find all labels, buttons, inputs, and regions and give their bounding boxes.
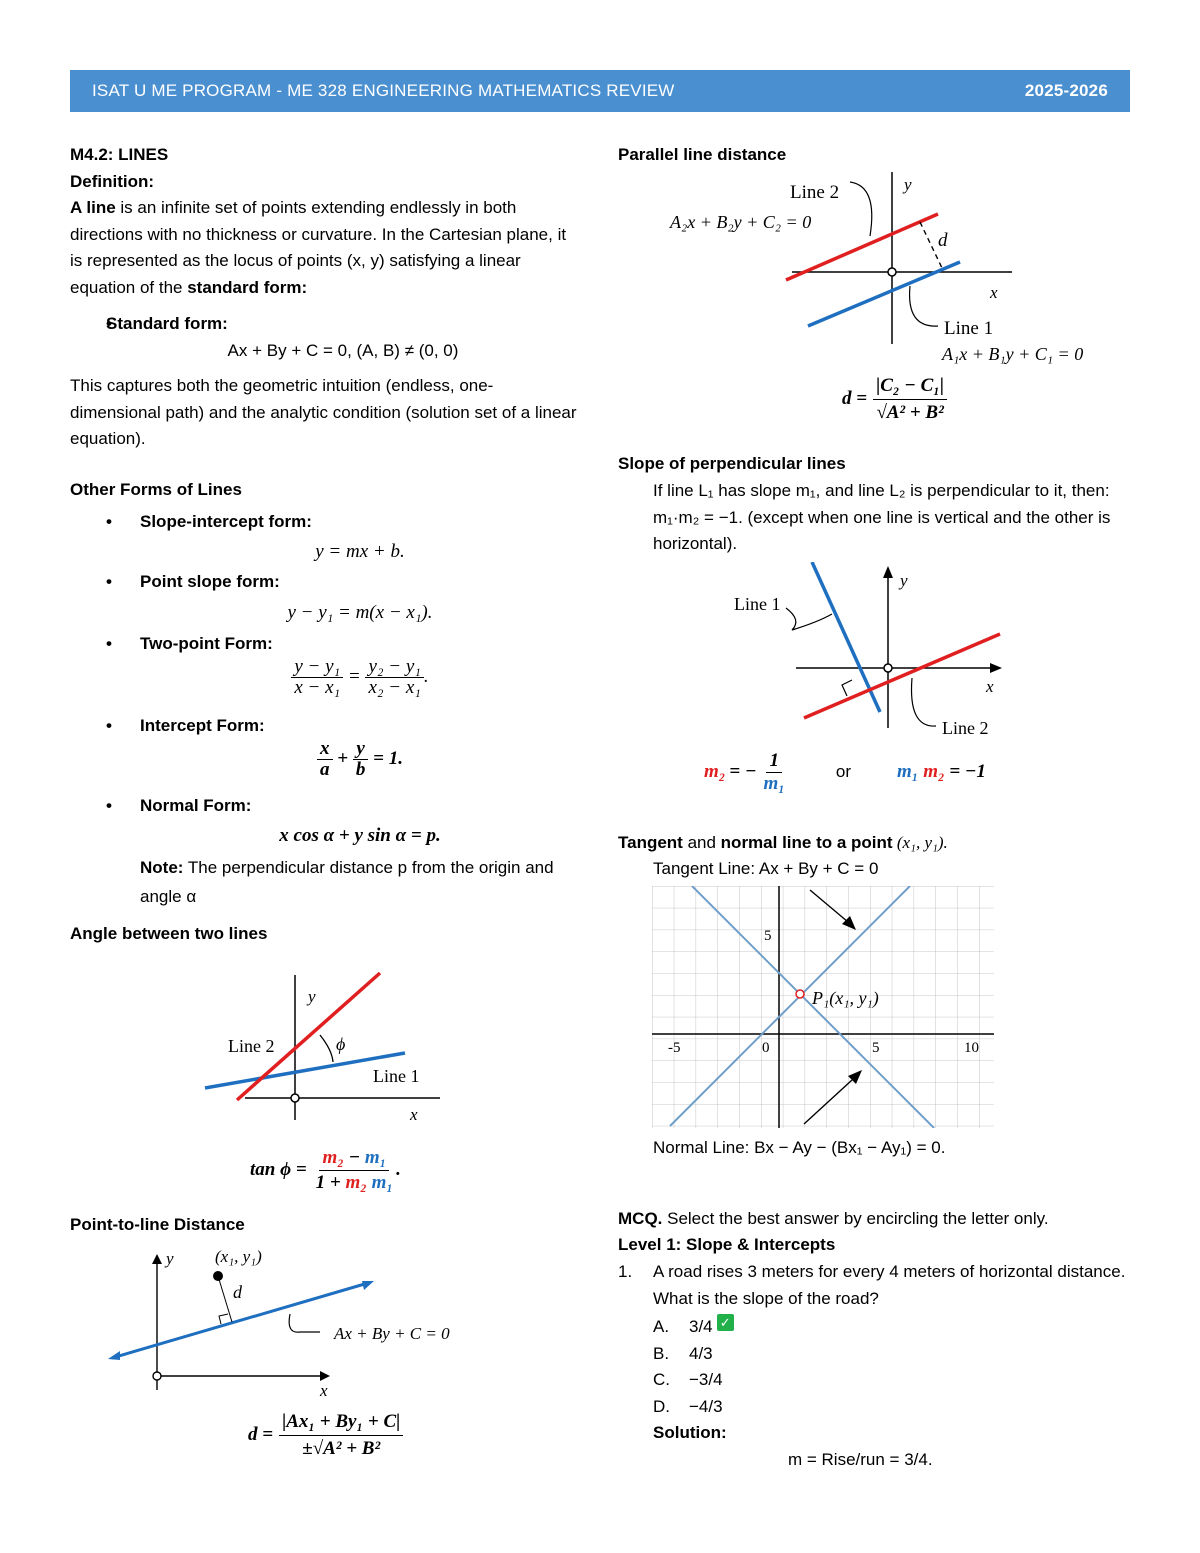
normal-label: Normal Form: — [140, 796, 252, 815]
par-line2-label: Line 2 — [790, 182, 840, 203]
perp-y-label: y — [900, 571, 908, 590]
section-title: M4.2: LINES — [70, 145, 169, 164]
perp-y-arrow — [883, 566, 893, 578]
par-origin — [888, 268, 896, 276]
par-d-label: d — [938, 230, 948, 251]
standard-eq: Ax + By + C = 0, (A, B) ≠ (0, 0) — [227, 341, 459, 360]
tan-m1: m₁ — [364, 1146, 387, 1168]
point-slope-item — [70, 569, 580, 595]
point-slope-eq: y − y₁ = m(x − x₁). — [287, 602, 433, 623]
tan-den-one: 1 + — [315, 1171, 346, 1193]
two-point-item — [70, 631, 580, 657]
option-c[interactable] — [653, 1367, 953, 1394]
pl-line-arrow-right — [362, 1281, 374, 1290]
definition-std: standard form: — [187, 277, 308, 297]
point-line-figure — [100, 1240, 490, 1402]
par-eq2-label: A₂x + B₂y + C₂ = 0 — [670, 212, 812, 232]
pl-point-label: (x₁, y₁) — [215, 1247, 262, 1266]
slope-intercept-item — [70, 509, 580, 535]
par-eq1-label: A₁x + B₁y + C₁ = 0 — [942, 344, 1084, 364]
tangent-heading-tail: (x₁, y₁). — [892, 833, 948, 852]
option-b[interactable] — [653, 1341, 953, 1368]
par-num: |C₂ − C₁| — [873, 373, 947, 400]
normal-eq: x cos α + y sin α = p. — [279, 825, 441, 846]
slope-intercept-label: Slope-intercept form: — [140, 512, 312, 531]
perp-num: 1 — [766, 750, 782, 773]
point-line-heading: Point-to-line Distance — [70, 1215, 245, 1234]
pl-d-label: d — [233, 1282, 242, 1302]
level-heading: Level 1: Slope & Intercepts — [618, 1235, 836, 1254]
q1-number: 1. — [618, 1262, 633, 1281]
pl-lhs: d = — [248, 1424, 274, 1445]
par-leader1 — [910, 286, 938, 326]
definition-term: A line — [70, 198, 116, 217]
option-a[interactable] — [653, 1314, 953, 1341]
pl-formula — [248, 1404, 508, 1466]
intercept-label: Intercept Form: — [140, 716, 265, 735]
definition-paragraph — [70, 195, 580, 301]
perp-x-label: x — [986, 677, 994, 696]
point-slope-label: Point slope form: — [140, 572, 280, 591]
perp-m2: m₂ — [704, 761, 726, 782]
definition-heading: Definition: — [70, 171, 155, 191]
q1-options — [653, 1314, 953, 1420]
normal-note — [140, 853, 580, 911]
pl-leader — [289, 1314, 320, 1332]
page-header — [70, 70, 1130, 112]
perp-m1-b: m₁ — [897, 761, 919, 782]
angle-fig-y-label: y — [308, 987, 316, 1006]
perp-right-angle — [842, 680, 852, 696]
pl-eq-label: Ax + By + C = 0 — [334, 1324, 450, 1343]
standard-form-item — [70, 311, 580, 337]
two-point-den2: x₂ − x₁ — [368, 677, 421, 698]
pl-y-arrow — [152, 1254, 162, 1264]
par-line1-label: Line 1 — [944, 318, 994, 339]
mcq-instruction — [618, 1206, 1049, 1233]
grid-ytick-5: 5 — [764, 928, 772, 944]
par-leader2 — [850, 182, 872, 236]
check-icon: ✓ — [717, 1314, 734, 1331]
perp-den: m₁ — [763, 772, 785, 794]
other-forms-heading: Other Forms of Lines — [70, 479, 242, 499]
solution-text: m = Rise/run = 3/4. — [788, 1450, 933, 1469]
option-c-letter: C. — [653, 1370, 670, 1389]
tangent-heading — [618, 830, 948, 857]
tan-lhs: tan ϕ = — [250, 1159, 307, 1180]
note-text: The perpendicular distance p from the origin and angle α — [140, 858, 554, 906]
two-point-label: Two-point Form: — [140, 634, 273, 653]
grid-tick-m5: -5 — [668, 1040, 681, 1056]
perp-line2 — [804, 634, 1000, 718]
perp-line1-label: Line 1 — [734, 594, 781, 614]
intercept-item — [70, 713, 580, 739]
pl-origin — [153, 1372, 161, 1380]
tangent-heading-b2: normal line to a point — [720, 833, 893, 852]
option-d-text: −4/3 — [689, 1396, 723, 1416]
perp-or: or — [835, 762, 852, 781]
par-den: √A² + B² — [876, 401, 944, 423]
perp-line2-label: Line 2 — [942, 718, 989, 738]
perp-m2-b: m₂ — [923, 761, 945, 782]
perp-x-arrow — [990, 663, 1002, 673]
option-d[interactable] — [653, 1394, 953, 1421]
intercept-eq-tail: = 1. — [373, 747, 403, 769]
pl-num: |Ax₁ + By₁ + C| — [279, 1409, 403, 1436]
option-c-text: −3/4 — [689, 1370, 723, 1389]
grid-point-label: P₁(x₁, y₁) — [812, 988, 879, 1008]
grid-point — [796, 990, 804, 998]
two-point-den1: x − x₁ — [294, 677, 341, 698]
normal-form-item — [70, 793, 580, 819]
grid-tick-10: 10 — [964, 1040, 979, 1056]
mcq-text: Select the best answer by encircling the letter only. — [662, 1209, 1049, 1228]
two-point-eq: $\frac{\text{y − y₁}}{\text{x − x₁}}$ = $\frac{\text{y₂ − y₁}}{\text{x₂ − x₁}}$ . — [140, 657, 580, 713]
angle-figure — [200, 970, 450, 1130]
par-y-label: y — [904, 175, 912, 194]
solution-label: Solution: — [653, 1423, 727, 1442]
angle-fig-arc — [320, 1035, 333, 1062]
left-column — [70, 142, 580, 948]
two-point-num1: y − y₁ — [291, 657, 343, 678]
tangent-heading-b1: Tangent — [618, 833, 683, 852]
pl-den: ±√A² + B² — [302, 1437, 381, 1459]
perp-origin — [884, 664, 892, 672]
normal-line: Normal Line: Bx − Ay − (Bx₁ − Ay₁) = 0. — [653, 1138, 946, 1157]
option-a-letter: A. — [653, 1317, 670, 1336]
intercept-eq: $\frac{x}{a}$ + $\frac{y}{b}$ = 1. — [140, 739, 580, 793]
standard-label: Standard form: — [106, 314, 228, 333]
captures-text: This captures both the geometric intuition (endless, one-dimensional path) and the analytic condition (solution set of a linear equation). — [70, 376, 577, 448]
pl-x-arrow — [320, 1371, 330, 1381]
definition-text: is an infinite set of points extending endlessly in both directions with no thickness or curvature. In the Cartesian plane, it is represented as the locus of points (x, y) satisfying a linear equation of the — [70, 198, 567, 297]
mcq-label: MCQ. — [618, 1209, 663, 1228]
tan-formula: tan ϕ = $\frac{\text{m₂ − m₁}}{\text{1 + m₂ m₁}}$ . — [250, 1146, 401, 1193]
angle-fig-phi: ϕ — [336, 1034, 346, 1054]
angle-heading: Angle between two lines — [70, 924, 268, 943]
q1-text: A road rises 3 meters for every 4 meters of horizontal distance. What is the slope of the road? — [653, 1262, 1126, 1308]
header-title: ISAT U ME PROGRAM - ME 328 ENGINEERING MATHEMATICS REVIEW — [92, 81, 675, 100]
pl-y-label: y — [166, 1249, 174, 1268]
grid-tick-0: 0 — [762, 1040, 770, 1056]
note-label: Note: — [140, 858, 184, 877]
angle-fig-x-label: x — [410, 1105, 418, 1124]
angle-fig-line1-label: Line 1 — [373, 1066, 420, 1086]
perp-eq: = − — [729, 761, 757, 782]
tan-minus: − — [343, 1146, 365, 1168]
grid-figure — [652, 886, 994, 1128]
angle-fig-origin — [291, 1094, 299, 1102]
tan-m2: m₂ — [322, 1146, 344, 1168]
perp-leader1 — [786, 608, 832, 630]
tangent-line: Tangent Line: Ax + By + C = 0 — [653, 859, 879, 878]
parallel-heading: Parallel line distance — [618, 145, 787, 164]
angle-fig-line2-label: Line 2 — [228, 1036, 275, 1056]
option-b-letter: B. — [653, 1343, 670, 1363]
option-b-text: 4/3 — [689, 1343, 713, 1363]
perp-formula — [704, 744, 1064, 800]
perp-figure — [730, 562, 1030, 746]
option-a-text: 3/4 — [689, 1317, 713, 1336]
pl-line-arrow-left — [108, 1351, 120, 1360]
perp-heading: Slope of perpendicular lines — [618, 454, 846, 473]
header-year: 2025-2026 — [1024, 81, 1108, 100]
option-d-letter: D. — [653, 1396, 670, 1416]
two-point-num2: y₂ − y₁ — [365, 657, 423, 678]
slope-intercept-eq: y = mx + b. — [315, 541, 405, 562]
perp-tail: = −1 — [949, 761, 986, 782]
par-x-label: x — [990, 283, 998, 302]
pl-right-angle — [219, 1314, 228, 1324]
pl-x-label: x — [320, 1381, 328, 1400]
tangent-heading-mid: and — [682, 833, 721, 852]
perp-text: If line L₁ has slope m₁, and line L₂ is perpendicular to it, then: m₁·m₂ = −1. (except when one line is vertical and the other is horizontal). — [653, 481, 1111, 553]
parallel-figure — [660, 168, 1120, 368]
grid-tick-5: 5 — [872, 1040, 880, 1056]
par-lhs: d = — [842, 388, 868, 409]
perp-leader2 — [912, 678, 937, 726]
par-formula — [842, 368, 1042, 430]
